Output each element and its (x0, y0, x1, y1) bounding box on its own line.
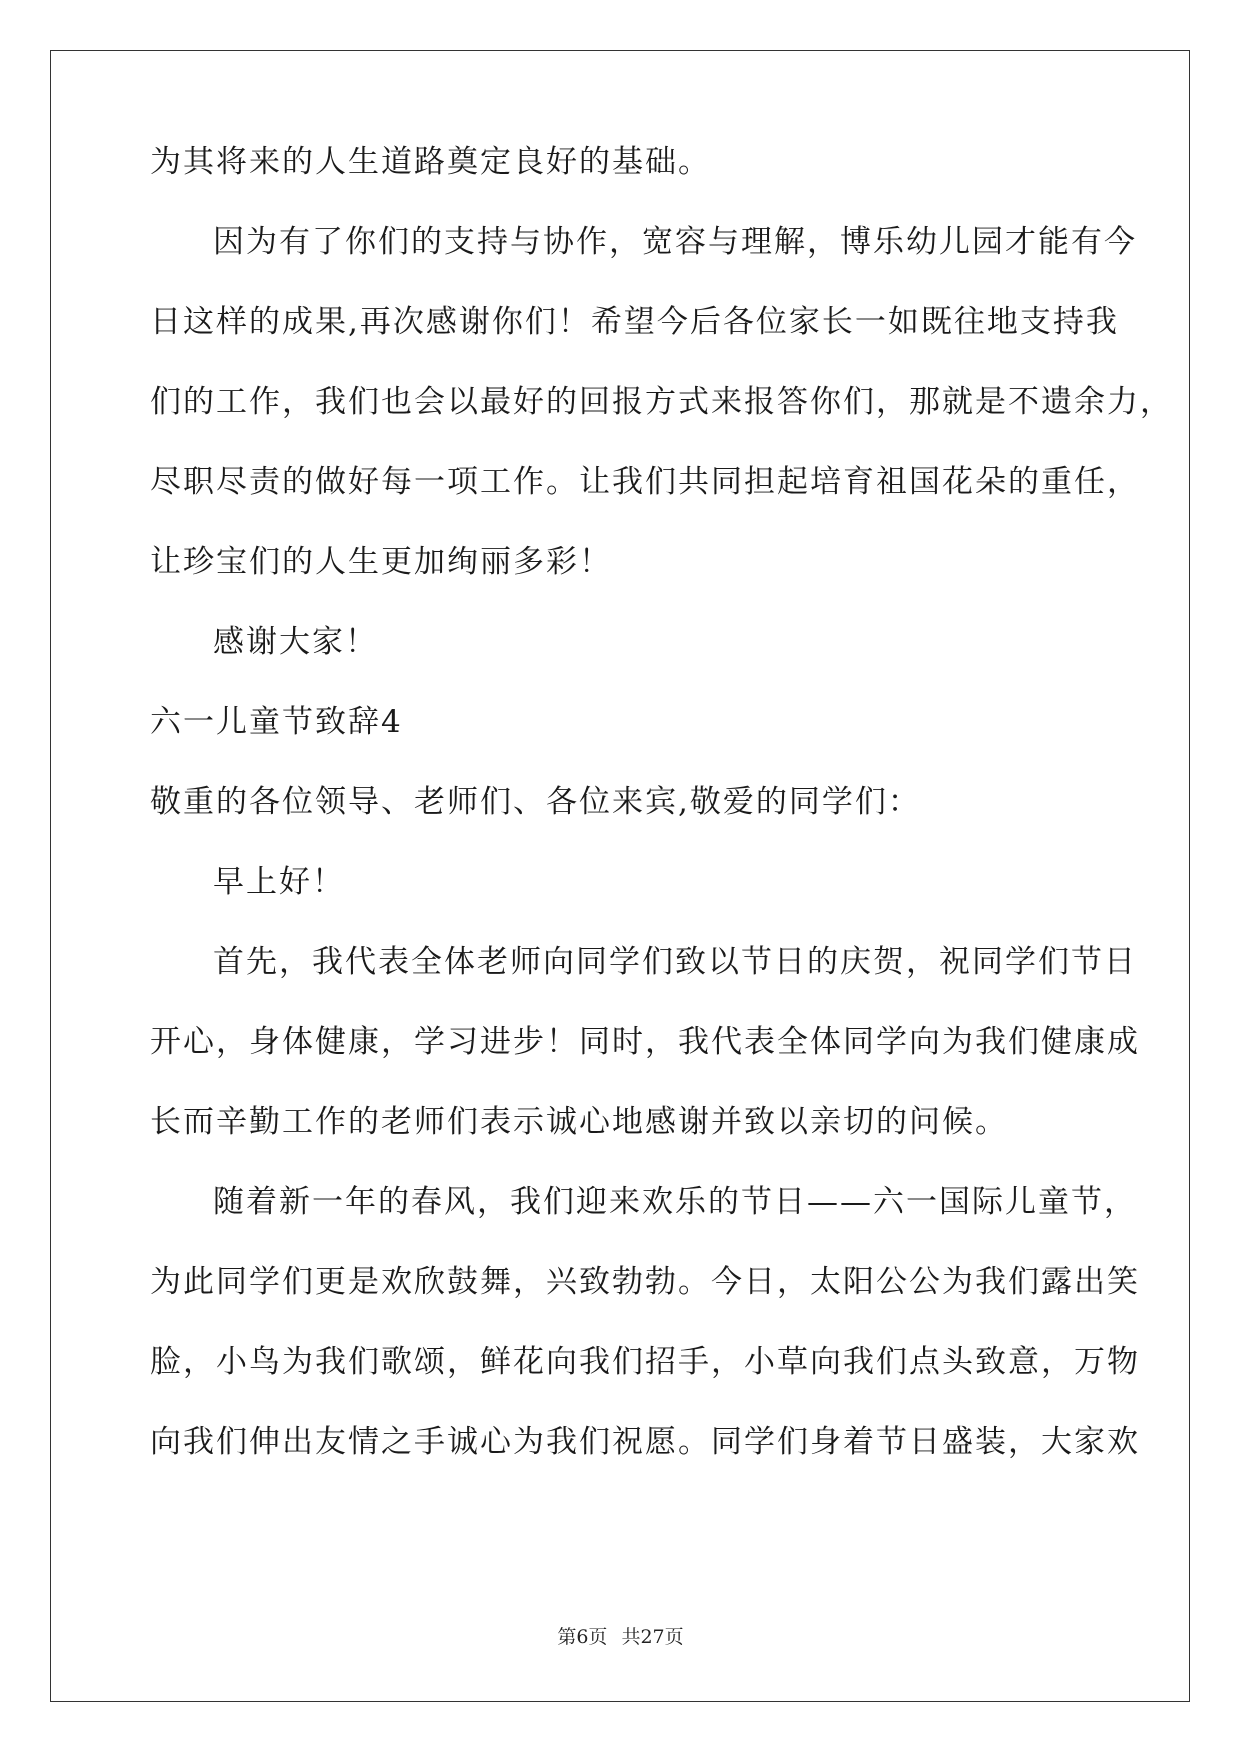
greeting: 早上好！ (213, 864, 345, 900)
text-line: 向我们伸出友情之手诚心为我们祝愿。同学们身着节日盛装，大家欢 (150, 1424, 1140, 1460)
text-line: 随着新一年的春风，我们迎来欢乐的节日——六一国际儿童节， (213, 1184, 1137, 1220)
total-pages: 共27页 (621, 1626, 684, 1648)
section-heading: 六一儿童节致辞4 (150, 704, 403, 740)
text-line: 脸，小鸟为我们歌颂，鲜花向我们招手，小草向我们点头致意，万物 (150, 1344, 1140, 1380)
page-number: 第6页 (557, 1626, 608, 1648)
text-line: 们的工作，我们也会以最好的回报方式来报答你们，那就是不遗余力， (150, 384, 1173, 420)
text-line: 为此同学们更是欢欣鼓舞，兴致勃勃。今日，太阳公公为我们露出笑 (150, 1264, 1140, 1300)
text-line: 尽职尽责的做好每一项工作。让我们共同担起培育祖国花朵的重任， (150, 464, 1140, 500)
text-line: 开心，身体健康，学习进步！同时，我代表全体同学向为我们健康成 (150, 1024, 1140, 1060)
salutation: 敬重的各位领导、老师们、各位来宾,敬爱的同学们： (150, 784, 921, 820)
page-footer (0, 1622, 1241, 1649)
document-body (150, 144, 1173, 1482)
text-line: 因为有了你们的支持与协作，宽容与理解，博乐幼儿园才能有今 (213, 224, 1137, 260)
text-line: 为其将来的人生道路奠定良好的基础。 (150, 144, 711, 180)
text-line: 日这样的成果,再次感谢你们！希望今后各位家长一如既往地支持我 (150, 304, 1119, 340)
text-line: 感谢大家！ (213, 624, 378, 660)
text-line: 让珍宝们的人生更加绚丽多彩！ (150, 544, 612, 580)
text-line: 长而辛勤工作的老师们表示诚心地感谢并致以亲切的问候。 (150, 1104, 1008, 1140)
text-line: 首先，我代表全体老师向同学们致以节日的庆贺，祝同学们节日 (213, 944, 1137, 980)
